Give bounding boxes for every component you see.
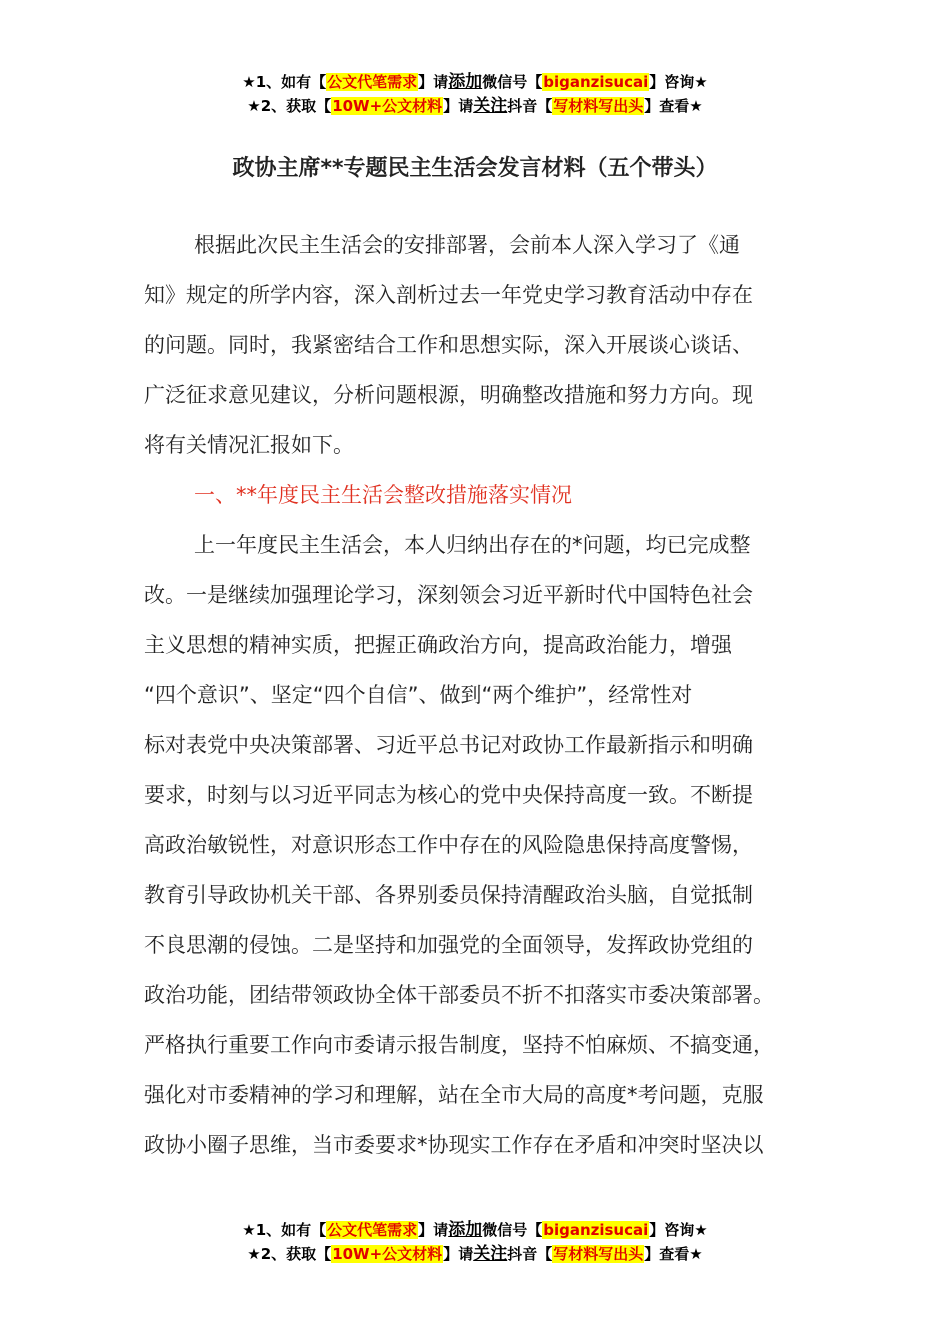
text-line: “四个意识”、坚定“四个自信”、做到“两个维护”，经常性对 <box>144 683 693 707</box>
banner-text: 】请 <box>443 97 474 115</box>
banner-text: 】查看★ <box>644 1245 703 1263</box>
banner-highlight: biganzisucai <box>543 1221 649 1239</box>
text-line: 知》规定的所学内容，深入剖析过去一年党史学习教育活动中存在 <box>144 283 753 307</box>
text-line: 严格执行重要工作向市委请示报告制度，坚持不怕麻烦、不搞变通， <box>144 1033 774 1057</box>
text-line: 广泛征求意见建议，分析问题根源，明确整改措施和努力方向。现 <box>144 383 753 407</box>
banner-highlight: 公文代笔需求 <box>327 1221 418 1239</box>
text-line: 将有关情况汇报如下。 <box>144 433 354 457</box>
banner-text: ★1、如有【 <box>242 1221 327 1239</box>
banner-text: ★2、获取【 <box>247 97 332 115</box>
banner-highlight: 10W+公文材料 <box>332 1245 443 1263</box>
text-line: 主义思想的精神实质，把握正确政治方向，提高政治能力，增强 <box>144 633 732 657</box>
banner-line-2 <box>0 94 950 118</box>
banner-emphasis: 关注 <box>473 96 508 116</box>
banner-emphasis: 添加 <box>448 1220 483 1240</box>
banner-text: 】请 <box>443 1245 474 1263</box>
banner-text: 微信号【 <box>482 73 543 91</box>
banner-text: 】请 <box>418 1221 449 1239</box>
banner-text: 抖音【 <box>507 1245 553 1263</box>
banner-text: 抖音【 <box>507 97 553 115</box>
banner-text: 】请 <box>418 73 449 91</box>
text-line: 强化对市委精神的学习和理解，站在全市大局的高度*考问题，克服 <box>144 1083 764 1107</box>
text-line: 政治功能，团结带领政协全体干部委员不折不扣落实市委决策部署。 <box>144 983 774 1007</box>
paragraph-intro <box>144 220 824 470</box>
banner-highlight: biganzisucai <box>543 73 649 91</box>
section-heading: 一、**年度民主生活会整改措施落实情况 <box>194 483 572 507</box>
text-line: 标对表党中央决策部署、习近平总书记对政协工作最新指示和明确 <box>144 733 753 757</box>
text-line: 的问题。同时，我紧密结合工作和思想实际，深入开展谈心谈话、 <box>144 333 753 357</box>
text-line: 高政治敏锐性，对意识形态工作中存在的风险隐患保持高度警惕， <box>144 833 753 857</box>
document-title: 政协主席**专题民主生活会发言材料（五个带头） <box>232 156 718 181</box>
text-line: 根据此次民主生活会的安排部署，会前本人深入学习了《通 <box>194 233 740 257</box>
banner-emphasis: 添加 <box>448 72 483 92</box>
banner-line-2 <box>0 1242 950 1266</box>
top-banner <box>0 70 950 118</box>
banner-line-1 <box>0 1218 950 1242</box>
banner-highlight: 10W+公文材料 <box>332 97 443 115</box>
bottom-banner <box>0 1218 950 1266</box>
banner-line-1 <box>0 70 950 94</box>
banner-text: ★1、如有【 <box>242 73 327 91</box>
banner-text: 微信号【 <box>482 1221 543 1239</box>
banner-highlight: 写材料写出头 <box>553 97 644 115</box>
text-line: 要求，时刻与以习近平同志为核心的党中央保持高度一致。不断提 <box>144 783 753 807</box>
text-line: 教育引导政协机关干部、各界别委员保持清醒政治头脑，自觉抵制 <box>144 883 753 907</box>
banner-highlight: 公文代笔需求 <box>327 73 418 91</box>
banner-emphasis: 关注 <box>473 1244 508 1264</box>
text-line: 上一年度民主生活会，本人归纳出存在的*问题，均已完成整 <box>194 533 751 557</box>
text-line: 不良思潮的侵蚀。二是坚持和加强党的全面领导，发挥政协党组的 <box>144 933 753 957</box>
text-line: 改。一是继续加强理论学习，深刻领会习近平新时代中国特色社会 <box>144 583 753 607</box>
banner-text: ★2、获取【 <box>247 1245 332 1263</box>
paragraph-section-1 <box>144 520 824 1170</box>
banner-text: 】查看★ <box>644 97 703 115</box>
text-line: 政协小圈子思维，当市委要求*协现实工作存在矛盾和冲突时坚决以 <box>144 1133 764 1157</box>
banner-highlight: 写材料写出头 <box>553 1245 644 1263</box>
banner-text: 】咨询★ <box>649 73 708 91</box>
banner-text: 】咨询★ <box>649 1221 708 1239</box>
